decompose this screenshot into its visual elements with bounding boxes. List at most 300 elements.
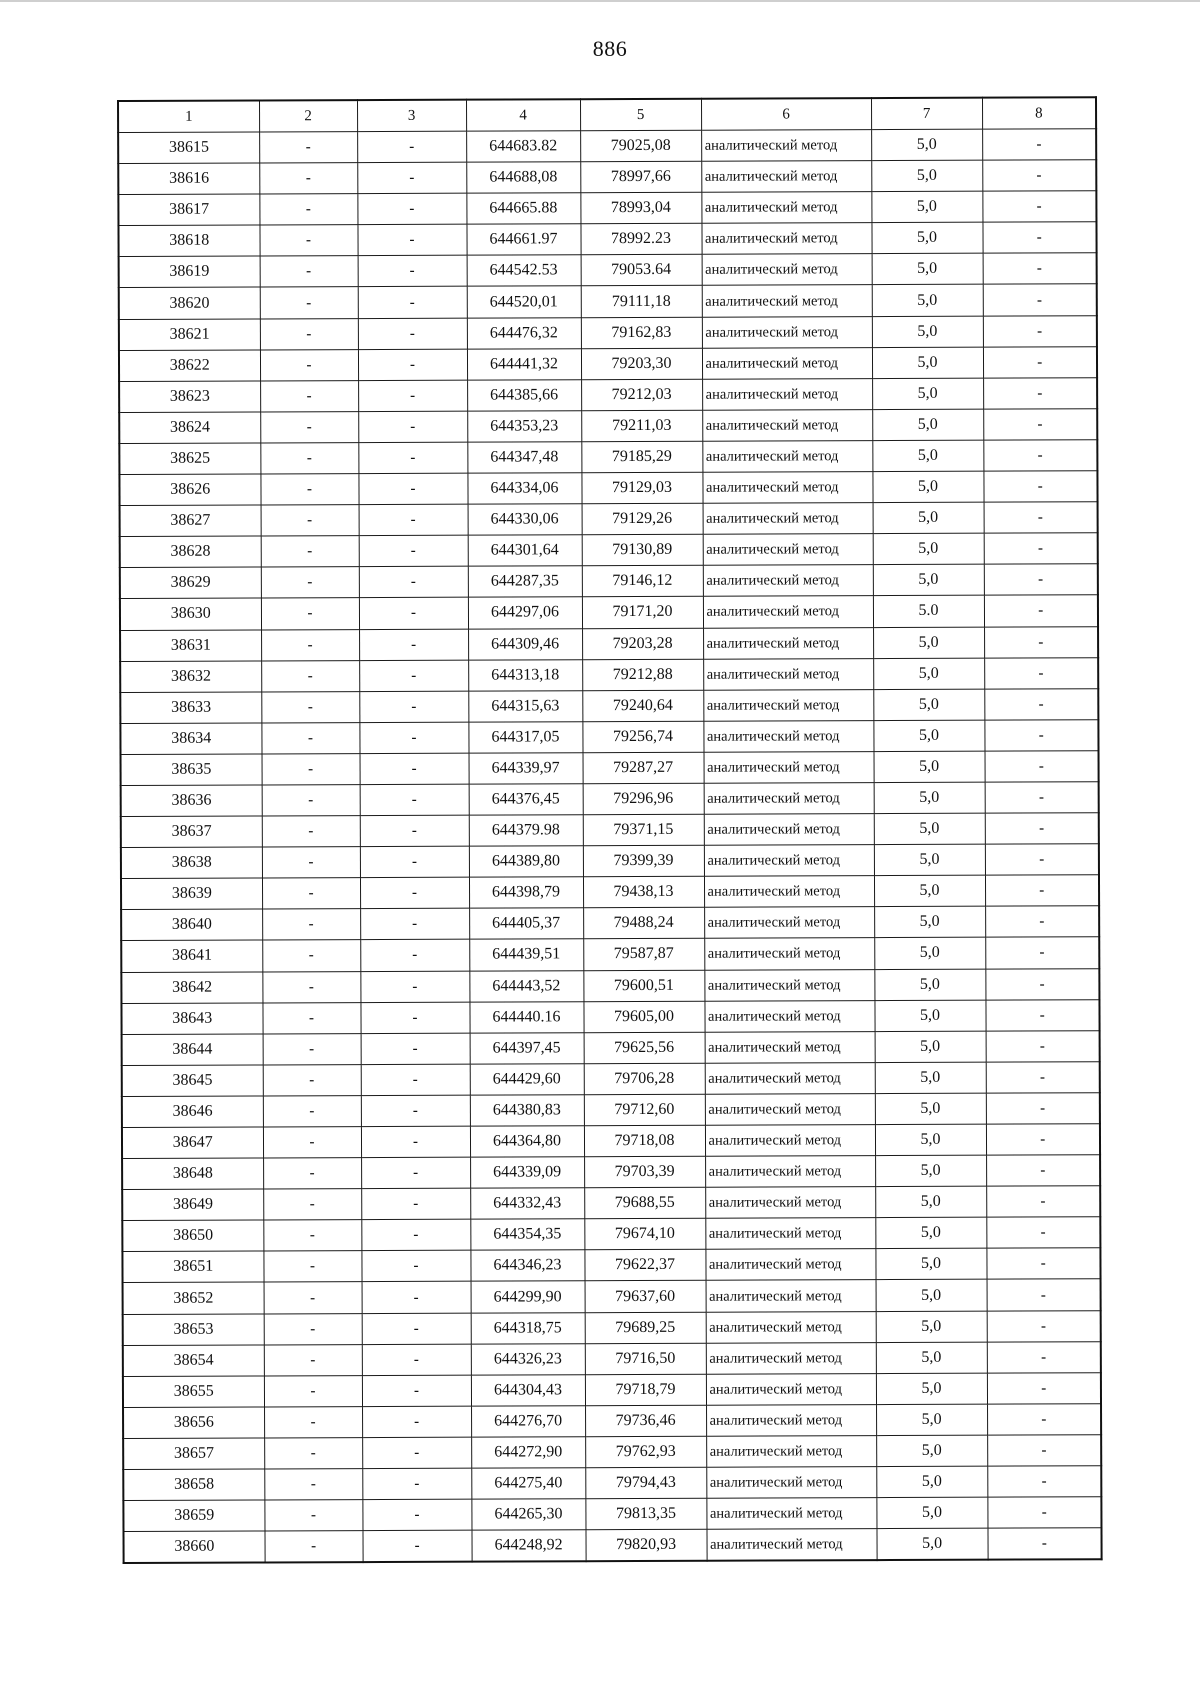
- col3-cell: -: [362, 1499, 471, 1531]
- x-coordinate-cell: 644439,51: [469, 939, 583, 971]
- table-row: [118, 160, 1096, 195]
- col2-cell: -: [262, 847, 360, 878]
- y-coordinate-cell: 79162,83: [581, 317, 702, 349]
- col3-cell: -: [361, 1095, 470, 1127]
- col2-cell: -: [261, 722, 359, 753]
- x-coordinate-cell: 644398,79: [469, 877, 583, 909]
- x-coordinate-cell: 644318,75: [471, 1312, 585, 1344]
- point-number-cell: 38617: [118, 194, 259, 226]
- x-coordinate-cell: 644376,45: [469, 784, 583, 816]
- col8-cell: -: [983, 346, 1097, 378]
- table-row: [121, 813, 1099, 848]
- method-cell: аналитический метод: [702, 285, 872, 317]
- method-cell: аналитический метод: [705, 1187, 875, 1219]
- col3-cell: -: [361, 1033, 470, 1065]
- accuracy-cell: 5,0: [871, 191, 982, 223]
- method-cell: аналитический метод: [702, 409, 872, 441]
- col8-cell: -: [985, 999, 1099, 1031]
- col8-cell: -: [985, 782, 1099, 814]
- y-coordinate-cell: 79111,18: [581, 286, 702, 318]
- col8-cell: -: [985, 875, 1099, 907]
- col8-cell: -: [987, 1497, 1101, 1529]
- col3-cell: -: [360, 971, 469, 1003]
- col2-cell: -: [261, 536, 359, 567]
- col2-cell: -: [262, 816, 360, 847]
- table-row: [122, 1217, 1100, 1252]
- col3-cell: -: [361, 1157, 470, 1189]
- accuracy-cell: 5,0: [876, 1466, 987, 1498]
- y-coordinate-cell: 78992.23: [580, 224, 701, 256]
- x-coordinate-cell: 644330,06: [468, 504, 582, 536]
- col2-cell: -: [264, 1438, 362, 1469]
- coordinates-table: [117, 96, 1103, 1564]
- y-coordinate-cell: 79718,08: [584, 1125, 705, 1157]
- col2-cell: -: [263, 1220, 361, 1251]
- col8-cell: -: [986, 1030, 1100, 1062]
- point-number-cell: 38647: [122, 1127, 263, 1159]
- col2-cell: -: [260, 380, 358, 411]
- col2-cell: -: [264, 1500, 362, 1531]
- table-row: [122, 1248, 1100, 1283]
- x-coordinate-cell: 644339,09: [470, 1157, 584, 1189]
- point-number-cell: 38643: [121, 1003, 262, 1035]
- accuracy-cell: 5,0: [873, 533, 984, 565]
- accuracy-cell: 5,0: [874, 907, 985, 939]
- point-number-cell: 38651: [122, 1251, 263, 1283]
- accuracy-cell: 5,0: [871, 222, 982, 254]
- accuracy-cell: 5,0: [875, 1155, 986, 1187]
- y-coordinate-cell: 79240,64: [582, 690, 703, 722]
- col8-cell: -: [987, 1528, 1101, 1560]
- col3-cell: -: [362, 1406, 471, 1438]
- x-coordinate-cell: 644688,08: [466, 162, 580, 194]
- method-cell: аналитический метод: [702, 472, 872, 504]
- col2-cell: -: [263, 1158, 361, 1189]
- y-coordinate-cell: 79203,28: [582, 628, 703, 660]
- accuracy-cell: 5,0: [876, 1404, 987, 1436]
- y-coordinate-cell: 79762,93: [585, 1436, 706, 1468]
- col8-cell: -: [984, 626, 1098, 658]
- col3-cell: -: [358, 349, 467, 381]
- x-coordinate-cell: 644276,70: [471, 1406, 585, 1438]
- x-coordinate-cell: 644301,64: [468, 535, 582, 567]
- accuracy-cell: 5,0: [875, 1249, 986, 1281]
- method-cell: аналитический метод: [706, 1311, 876, 1343]
- col3-cell: -: [360, 784, 469, 816]
- col8-cell: -: [987, 1310, 1101, 1342]
- col8-cell: -: [987, 1404, 1101, 1436]
- method-cell: аналитический метод: [702, 378, 872, 410]
- x-coordinate-cell: 644339,97: [469, 753, 583, 785]
- accuracy-cell: 5,0: [874, 751, 985, 783]
- accuracy-cell: 5,0: [876, 1280, 987, 1312]
- col8-cell: -: [986, 1186, 1100, 1218]
- column-header: 7: [871, 98, 982, 130]
- x-coordinate-cell: 644354,35: [470, 1219, 584, 1251]
- point-number-cell: 38627: [120, 505, 261, 537]
- x-coordinate-cell: 644297,06: [468, 597, 582, 629]
- col3-cell: -: [357, 193, 466, 225]
- point-number-cell: 38639: [121, 878, 262, 910]
- y-coordinate-cell: 79587,87: [583, 939, 704, 971]
- point-number-cell: 38648: [122, 1158, 263, 1190]
- point-number-cell: 38626: [119, 474, 260, 506]
- method-cell: аналитический метод: [703, 565, 873, 597]
- point-number-cell: 38620: [119, 287, 260, 319]
- table-row: [119, 409, 1097, 444]
- point-number-cell: 38645: [122, 1065, 263, 1097]
- table-row: [119, 440, 1097, 475]
- accuracy-cell: 5.0: [873, 596, 984, 628]
- point-number-cell: 38658: [123, 1469, 264, 1501]
- point-number-cell: 38625: [119, 443, 260, 475]
- method-cell: аналитический метод: [704, 876, 874, 908]
- x-coordinate-cell: 644379.98: [469, 815, 583, 847]
- accuracy-cell: 5,0: [876, 1528, 987, 1560]
- method-cell: аналитический метод: [704, 845, 874, 877]
- col8-cell: -: [986, 1062, 1100, 1094]
- method-cell: аналитический метод: [705, 1062, 875, 1094]
- column-header: 4: [466, 99, 580, 131]
- method-cell: аналитический метод: [705, 1249, 875, 1281]
- accuracy-cell: 5,0: [874, 782, 985, 814]
- y-coordinate-cell: 79053.64: [581, 255, 702, 287]
- y-coordinate-cell: 79794,43: [585, 1467, 706, 1499]
- col2-cell: -: [259, 225, 357, 256]
- col3-cell: -: [359, 566, 468, 598]
- col3-cell: -: [362, 1313, 471, 1345]
- table-row: [121, 875, 1099, 910]
- col2-cell: -: [259, 194, 357, 225]
- y-coordinate-cell: 79296,96: [583, 783, 704, 815]
- point-number-cell: 38646: [122, 1096, 263, 1128]
- x-coordinate-cell: 644440.16: [469, 1001, 583, 1033]
- col8-cell: -: [984, 533, 1098, 565]
- table-row: [120, 564, 1098, 599]
- x-coordinate-cell: 644304,43: [471, 1374, 585, 1406]
- table-row: [123, 1341, 1101, 1376]
- x-coordinate-cell: 644380,83: [470, 1095, 584, 1127]
- table-row: [120, 595, 1098, 630]
- col3-cell: -: [360, 877, 469, 909]
- accuracy-cell: 5,0: [876, 1497, 987, 1529]
- col2-cell: -: [260, 318, 358, 349]
- col3-cell: -: [359, 691, 468, 723]
- x-coordinate-cell: 644385,66: [467, 379, 581, 411]
- col8-cell: -: [984, 564, 1098, 596]
- x-coordinate-cell: 644443,52: [469, 970, 583, 1002]
- accuracy-cell: 5,0: [872, 347, 983, 379]
- accuracy-cell: 5,0: [874, 1000, 985, 1032]
- col3-cell: -: [358, 411, 467, 443]
- y-coordinate-cell: 79129,26: [582, 503, 703, 535]
- col8-cell: -: [987, 1341, 1101, 1373]
- table-row: [121, 968, 1099, 1003]
- x-coordinate-cell: 644272,90: [471, 1437, 585, 1469]
- accuracy-cell: 5,0: [875, 1124, 986, 1156]
- col8-cell: -: [985, 937, 1099, 969]
- col8-cell: -: [983, 409, 1097, 441]
- col2-cell: -: [259, 132, 357, 163]
- y-coordinate-cell: 79688,55: [584, 1187, 705, 1219]
- table-row: [119, 346, 1097, 381]
- col3-cell: -: [359, 535, 468, 567]
- y-coordinate-cell: 79488,24: [583, 908, 704, 940]
- col3-cell: -: [358, 318, 467, 350]
- point-number-cell: 38633: [120, 692, 261, 724]
- table-row: [121, 999, 1099, 1034]
- point-number-cell: 38637: [121, 816, 262, 848]
- accuracy-cell: 5,0: [875, 1186, 986, 1218]
- col8-cell: -: [985, 844, 1099, 876]
- table-row: [121, 751, 1099, 786]
- accuracy-cell: 5,0: [873, 564, 984, 596]
- y-coordinate-cell: 79820,93: [585, 1529, 706, 1561]
- table-header-row: [118, 97, 1096, 132]
- table-row: [123, 1466, 1101, 1501]
- col3-cell: -: [359, 722, 468, 754]
- col2-cell: -: [260, 411, 358, 442]
- col2-cell: -: [264, 1406, 362, 1437]
- col3-cell: -: [358, 287, 467, 319]
- table-row: [123, 1528, 1101, 1563]
- y-coordinate-cell: 79718,79: [585, 1374, 706, 1406]
- col2-cell: -: [264, 1375, 362, 1406]
- col2-cell: -: [260, 256, 358, 287]
- col2-cell: -: [261, 567, 359, 598]
- table-row: [122, 1186, 1100, 1221]
- col3-cell: -: [362, 1468, 471, 1500]
- accuracy-cell: 5,0: [873, 658, 984, 690]
- point-number-cell: 38655: [123, 1376, 264, 1408]
- accuracy-cell: 5,0: [875, 1062, 986, 1094]
- method-cell: аналитический метод: [702, 441, 872, 473]
- point-number-cell: 38615: [118, 132, 259, 164]
- table-row: [123, 1279, 1101, 1314]
- table-row: [120, 502, 1098, 537]
- x-coordinate-cell: 644389,80: [469, 846, 583, 878]
- table-row: [122, 1155, 1100, 1190]
- accuracy-cell: 5,0: [876, 1342, 987, 1374]
- table-row: [121, 844, 1099, 879]
- col2-cell: -: [263, 1189, 361, 1220]
- coordinates-table-container: [117, 96, 1101, 1564]
- col3-cell: -: [360, 815, 469, 847]
- x-coordinate-cell: 644364,80: [470, 1126, 584, 1158]
- y-coordinate-cell: 79622,37: [584, 1250, 705, 1282]
- col3-cell: -: [361, 1219, 470, 1251]
- method-cell: аналитический метод: [706, 1404, 876, 1436]
- x-coordinate-cell: 644346,23: [470, 1250, 584, 1282]
- x-coordinate-cell: 644661.97: [466, 224, 580, 256]
- point-number-cell: 38623: [119, 381, 260, 413]
- point-number-cell: 38644: [122, 1034, 263, 1066]
- col3-cell: -: [358, 256, 467, 288]
- table-row: [123, 1435, 1101, 1470]
- col2-cell: -: [261, 691, 359, 722]
- table-row: [118, 129, 1096, 164]
- col3-cell: -: [358, 442, 467, 474]
- col3-cell: -: [358, 380, 467, 412]
- x-coordinate-cell: 644313,18: [468, 659, 582, 691]
- method-cell: аналитический метод: [703, 720, 873, 752]
- accuracy-cell: 5,0: [872, 316, 983, 348]
- x-coordinate-cell: 644347,48: [467, 442, 581, 474]
- accuracy-cell: 5,0: [873, 502, 984, 534]
- point-number-cell: 38653: [123, 1314, 264, 1346]
- col8-cell: -: [986, 1093, 1100, 1125]
- col8-cell: -: [984, 720, 1098, 752]
- col2-cell: -: [264, 1531, 362, 1563]
- accuracy-cell: 5,0: [874, 813, 985, 845]
- x-coordinate-cell: 644334,06: [467, 473, 581, 505]
- x-coordinate-cell: 644265,30: [471, 1499, 585, 1531]
- col2-cell: -: [262, 940, 360, 971]
- col2-cell: -: [261, 629, 359, 660]
- accuracy-cell: 5,0: [873, 720, 984, 752]
- page-number: 886: [592, 36, 628, 61]
- method-cell: аналитический метод: [701, 130, 871, 162]
- col8-cell: -: [987, 1279, 1101, 1311]
- y-coordinate-cell: 79625,56: [584, 1032, 705, 1064]
- table-row: [123, 1310, 1101, 1345]
- table-row: [120, 720, 1098, 755]
- point-number-cell: 38657: [123, 1438, 264, 1470]
- col2-cell: -: [260, 287, 358, 318]
- column-header: 8: [982, 97, 1096, 129]
- col2-cell: -: [262, 753, 360, 784]
- table-row: [119, 284, 1097, 319]
- table-row: [122, 1124, 1100, 1159]
- accuracy-cell: 5,0: [872, 378, 983, 410]
- col8-cell: -: [983, 315, 1097, 347]
- col3-cell: -: [360, 908, 469, 940]
- table-row: [121, 782, 1099, 817]
- col3-cell: -: [361, 1126, 470, 1158]
- col8-cell: -: [984, 657, 1098, 689]
- y-coordinate-cell: 79674,10: [584, 1219, 705, 1251]
- x-coordinate-cell: 644332,43: [470, 1188, 584, 1220]
- col3-cell: -: [362, 1344, 471, 1376]
- col3-cell: -: [362, 1282, 471, 1314]
- col8-cell: -: [987, 1435, 1101, 1467]
- col8-cell: -: [982, 191, 1096, 223]
- table-row: [121, 906, 1099, 941]
- accuracy-cell: 5,0: [872, 285, 983, 317]
- table-row: [120, 533, 1098, 568]
- accuracy-cell: 5,0: [873, 627, 984, 659]
- y-coordinate-cell: 79212,88: [582, 659, 703, 691]
- x-coordinate-cell: 644275,40: [471, 1468, 585, 1500]
- y-coordinate-cell: 79129,03: [581, 472, 702, 504]
- col8-cell: -: [987, 1466, 1101, 1498]
- y-coordinate-cell: 79185,29: [581, 441, 702, 473]
- method-cell: аналитический метод: [701, 192, 871, 224]
- page-edge: [0, 0, 1200, 2]
- accuracy-cell: 5,0: [872, 254, 983, 286]
- col8-cell: -: [982, 129, 1096, 161]
- method-cell: аналитический метод: [703, 658, 873, 690]
- col3-cell: -: [359, 660, 468, 692]
- col2-cell: -: [259, 163, 357, 194]
- col2-cell: -: [264, 1313, 362, 1344]
- col8-cell: -: [983, 253, 1097, 285]
- point-number-cell: 38624: [119, 412, 260, 444]
- col8-cell: -: [986, 1248, 1100, 1280]
- method-cell: аналитический метод: [704, 907, 874, 939]
- x-coordinate-cell: 644405,37: [469, 908, 583, 940]
- x-coordinate-cell: 644287,35: [468, 566, 582, 598]
- col2-cell: -: [263, 1064, 361, 1095]
- table-row: [118, 222, 1096, 257]
- point-number-cell: 38636: [121, 785, 262, 817]
- column-header: 6: [701, 98, 871, 130]
- method-cell: аналитический метод: [701, 223, 871, 255]
- col8-cell: -: [982, 222, 1096, 254]
- method-cell: аналитический метод: [706, 1280, 876, 1312]
- table-row: [119, 377, 1097, 412]
- table-row: [120, 626, 1098, 661]
- table-row: [118, 191, 1096, 226]
- method-cell: аналитический метод: [703, 534, 873, 566]
- method-cell: аналитический метод: [702, 347, 872, 379]
- col2-cell: -: [263, 1095, 361, 1126]
- table-row: [122, 1030, 1100, 1065]
- method-cell: аналитический метод: [703, 503, 873, 535]
- col3-cell: -: [360, 753, 469, 785]
- method-cell: аналитический метод: [703, 627, 873, 659]
- method-cell: аналитический метод: [705, 1218, 875, 1250]
- table-row: [120, 688, 1098, 723]
- point-number-cell: 38652: [123, 1282, 264, 1314]
- point-number-cell: 38621: [119, 319, 260, 351]
- point-number-cell: 38641: [121, 940, 262, 972]
- col3-cell: -: [359, 598, 468, 630]
- method-cell: аналитический метод: [706, 1467, 876, 1499]
- x-coordinate-cell: 644326,23: [471, 1343, 585, 1375]
- col8-cell: -: [986, 1124, 1100, 1156]
- col3-cell: -: [360, 940, 469, 972]
- x-coordinate-cell: 644476,32: [467, 317, 581, 349]
- method-cell: аналитический метод: [703, 689, 873, 721]
- y-coordinate-cell: 79813,35: [585, 1498, 706, 1530]
- col8-cell: -: [985, 813, 1099, 845]
- y-coordinate-cell: 79716,50: [585, 1343, 706, 1375]
- x-coordinate-cell: 644683.82: [466, 131, 580, 163]
- point-number-cell: 38634: [120, 723, 261, 755]
- table-row: [123, 1404, 1101, 1439]
- col8-cell: -: [982, 160, 1096, 192]
- y-coordinate-cell: 79438,13: [583, 877, 704, 909]
- point-number-cell: 38649: [122, 1189, 263, 1221]
- y-coordinate-cell: 79371,15: [583, 814, 704, 846]
- x-coordinate-cell: 644317,05: [468, 721, 582, 753]
- method-cell: аналитический метод: [701, 161, 871, 193]
- col8-cell: -: [984, 595, 1098, 627]
- col8-cell: -: [986, 1155, 1100, 1187]
- method-cell: аналитический метод: [705, 1125, 875, 1157]
- x-coordinate-cell: 644520,01: [467, 286, 581, 318]
- col3-cell: -: [357, 131, 466, 163]
- point-number-cell: 38630: [120, 598, 261, 630]
- accuracy-cell: 5,0: [874, 969, 985, 1001]
- col8-cell: -: [986, 1217, 1100, 1249]
- method-cell: аналитический метод: [705, 1094, 875, 1126]
- col3-cell: -: [362, 1375, 471, 1407]
- col8-cell: -: [985, 906, 1099, 938]
- table-row: [119, 471, 1097, 506]
- method-cell: аналитический метод: [705, 1156, 875, 1188]
